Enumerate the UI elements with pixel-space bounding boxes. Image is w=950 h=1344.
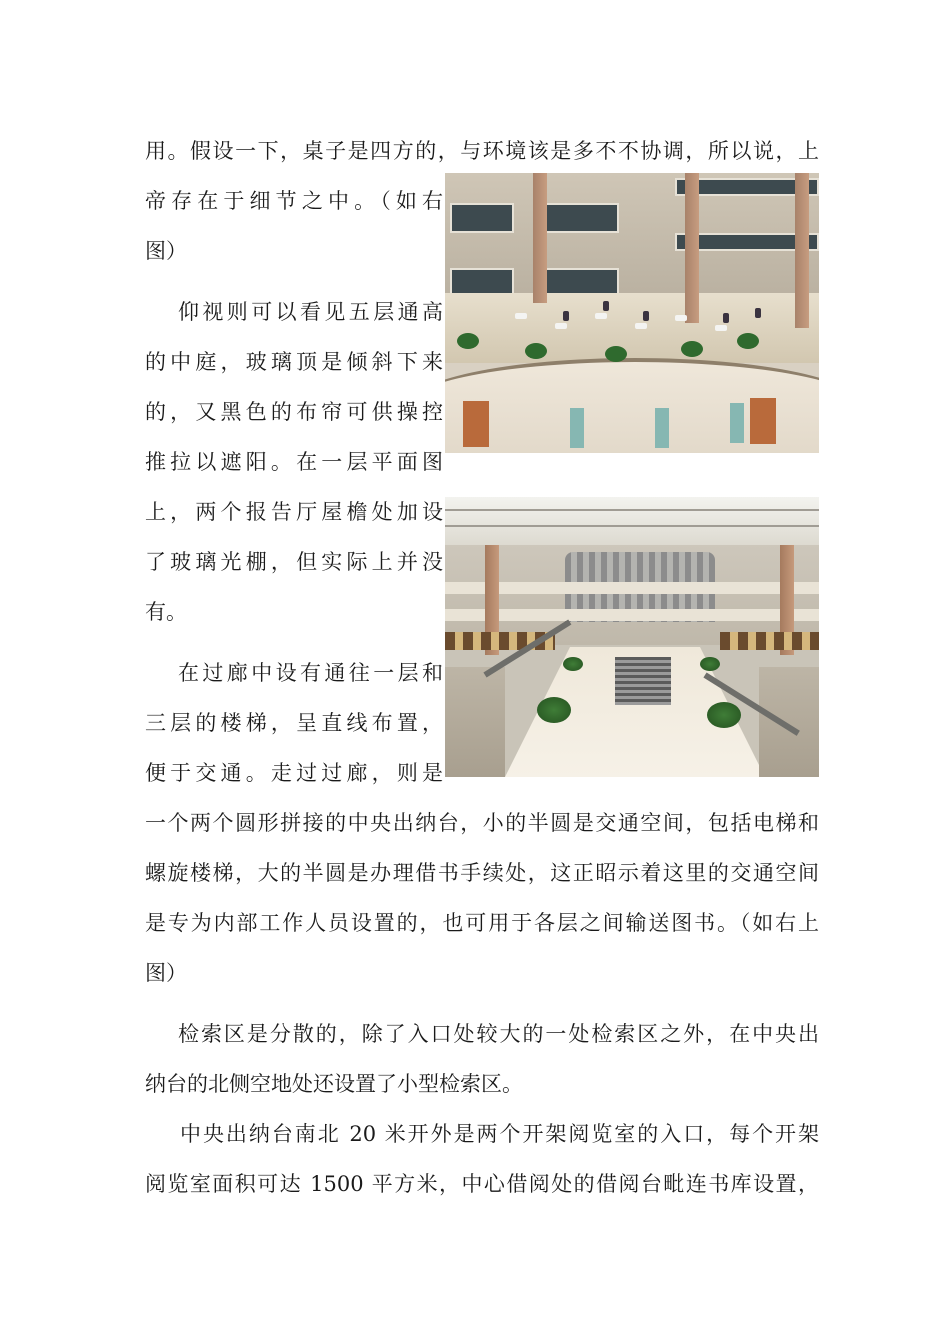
paragraph-line: 的，又黑色的布帘可供操控	[145, 400, 443, 424]
paragraph-line: 阅览室面积可达 1500 平方米，中心借阅处的借阅台毗连书库设置，	[145, 1172, 819, 1196]
paragraph-line: 三层的楼梯，呈直线布置，	[145, 711, 443, 735]
paragraph-line: 中央出纳台南北 20 米开外是两个开架阅览室的入口，每个开架	[180, 1122, 819, 1146]
paragraph-line: 图）	[145, 239, 187, 263]
paragraph-line: 在过廊中设有通往一层和	[178, 661, 443, 685]
paragraph-line: 上，两个报告厅屋檐处加设	[145, 500, 443, 524]
paragraph-line: 仰视则可以看见五层通高	[178, 300, 443, 324]
paragraph-line: 推拉以遮阳。在一层平面图	[145, 450, 443, 474]
paragraph-line: 螺旋楼梯，大的半圆是办理借书手续处，这正昭示着这里的交通空间	[145, 861, 819, 885]
paragraph-line: 帝存在于细节之中。（如右	[145, 189, 443, 213]
atrium-photo	[445, 173, 819, 453]
paragraph-line: 一个两个圆形拼接的中央出纳台，小的半圆是交通空间，包括电梯和	[145, 811, 819, 835]
paragraph-line: 纳台的北侧空地处还设置了小型检索区。	[145, 1072, 523, 1096]
paragraph-line: 便于交通。走过过廊，则是	[145, 761, 443, 785]
paragraph-line: 用。假设一下，桌子是四方的，与环境该是多不不协调，所以说，上	[145, 139, 819, 163]
paragraph-line: 图）	[145, 961, 187, 985]
paragraph-line: 了玻璃光棚，但实际上并没	[145, 550, 443, 574]
central-hall-photo	[445, 497, 819, 777]
paragraph-line: 是专为内部工作人员设置的，也可用于各层之间输送图书。（如右上	[145, 911, 819, 935]
paragraph-line: 检索区是分散的，除了入口处较大的一处检索区之外，在中央出	[178, 1022, 819, 1046]
paragraph-line: 的中庭，玻璃顶是倾斜下来	[145, 350, 443, 374]
paragraph-line: 有。	[145, 600, 187, 624]
